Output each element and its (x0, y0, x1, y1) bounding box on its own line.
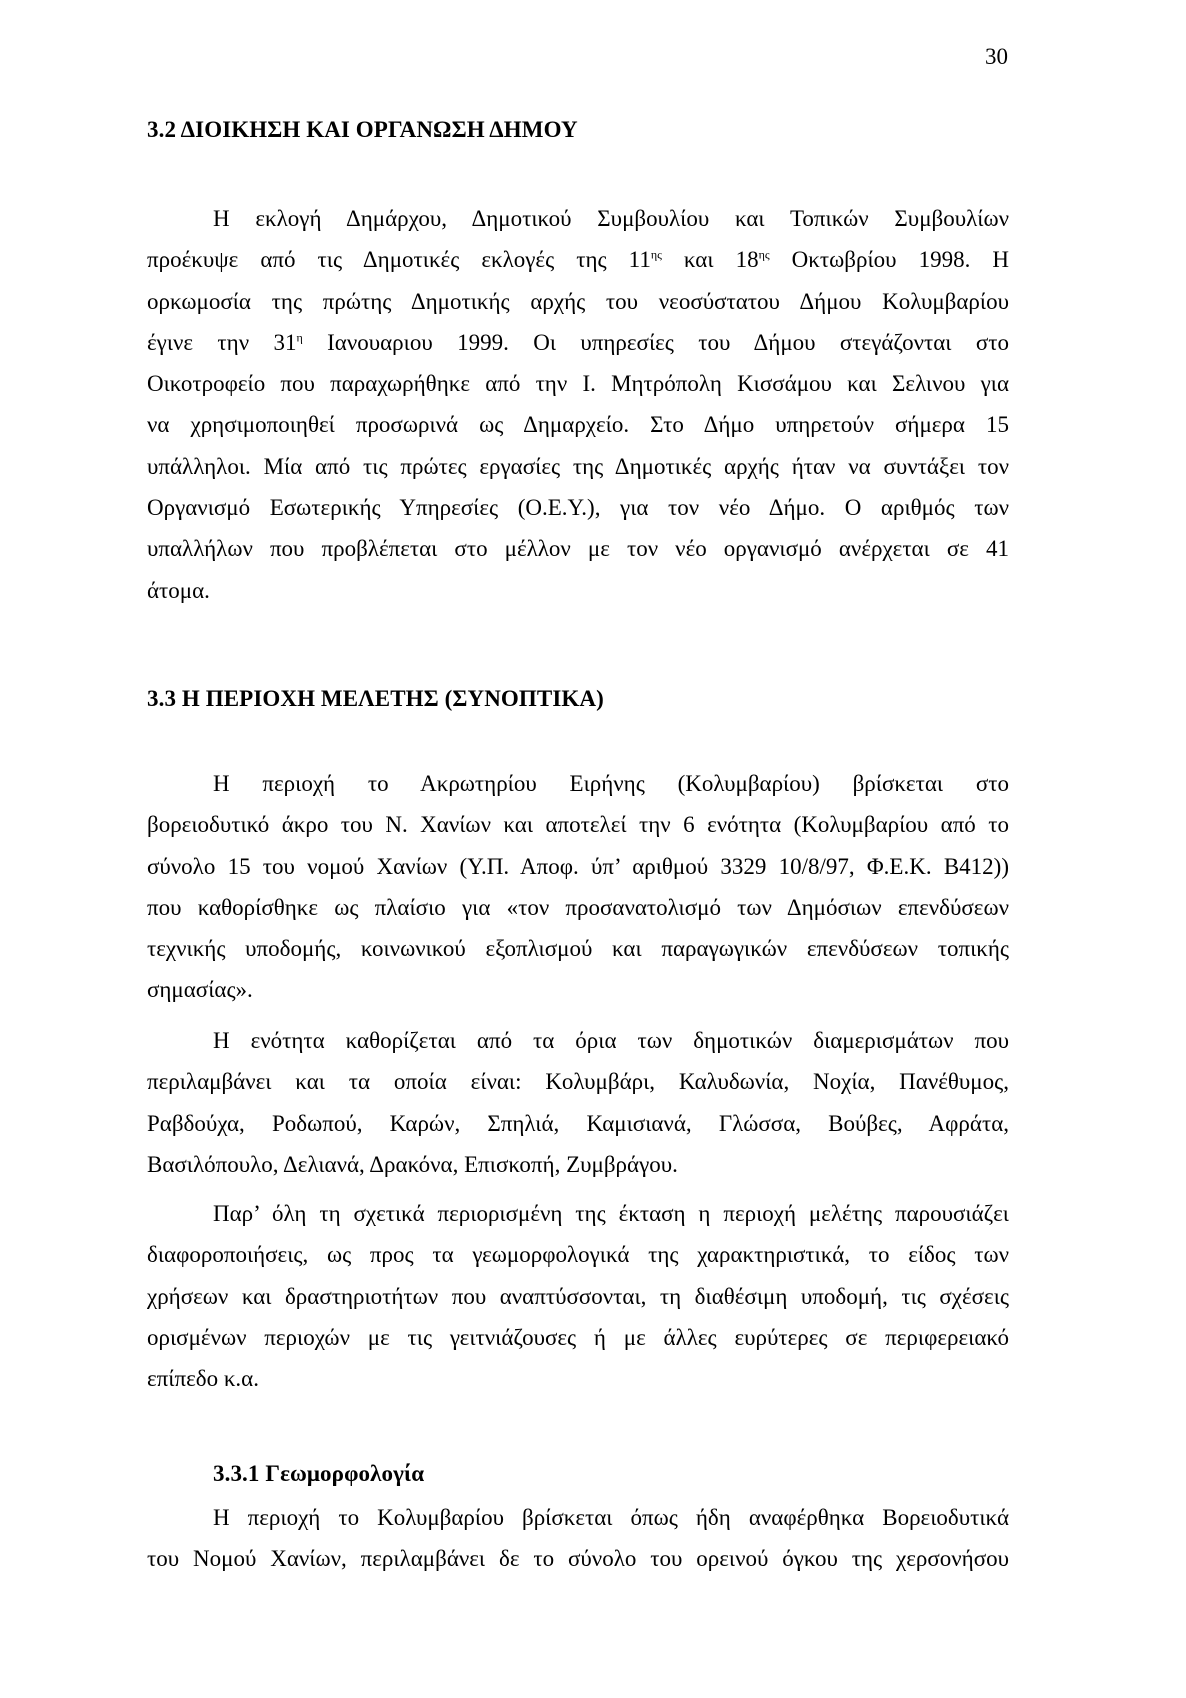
text-line: Η εκλογή Δημάρχου, Δημοτικού Συμβουλίου και Τοπικών Συμβουλίων (213, 206, 1009, 231)
text-line: Οικοτροφείο που παραχωρήθηκε από την Ι. Μητρόπολη Κισσάμου και Σελινου για (147, 371, 1009, 397)
text-line: ορκωμοσία της πρώτης Δημοτικής αρχής του νεοσύστατου Δήμου Κολυμβαρίου (147, 288, 1009, 314)
section-heading-3-2: 3.2 ΔΙΟΙΚΗΣΗ ΚΑΙ ΟΡΓΑΝΩΣΗ ΔΗΜΟΥ (147, 117, 578, 142)
text-fragment: Ιανουαριου 1999. Οι υπηρεσίες του Δήμου στεγάζονται στο (302, 329, 1009, 355)
paragraph-differentiations (147, 1193, 1009, 1399)
text-line: βορειοδυτικό άκρο του Ν. Χανίων και αποτελεί την 6 ενότητα (Κολυμβαρίου από το (147, 812, 1009, 838)
text-fragment: έγινε την 31 (147, 329, 297, 355)
text-fragment: και 18 (661, 247, 759, 273)
text-line: Βασιλόπουλο, Δελιανά, Δρακόνα, Επισκοπή, Ζυμβράγου. (147, 1151, 678, 1177)
paragraph-unit-districts (147, 1020, 1009, 1185)
text-line: σημασίας». (147, 977, 253, 1003)
page-number: 30 (985, 44, 1008, 69)
text-line: περιλαμβάνει και τα οποία είναι: Κολυμβάρι, Καλυδωνία, Νοχία, Πανέθυμος, (147, 1069, 1009, 1095)
text-line: χρήσεων και δραστηριοτήτων που αναπτύσσονται, τη διαθέσιμη υποδομή, τις σχέσεις (147, 1283, 1009, 1309)
text-line: άτομα. (147, 577, 210, 603)
section-heading-3-3: 3.3 Η ΠΕΡΙΟΧΗ ΜΕΛΕΤΗΣ (ΣΥΝΟΠΤΙΚΑ) (147, 686, 604, 711)
text-line: Παρ’ όλη τη σχετικά περιορισμένη της έκταση η περιοχή μελέτης παρουσιάζει (213, 1201, 1009, 1226)
ordinal-suffix: η (296, 330, 303, 345)
text-line: υπαλλήλων που προβλέπεται στο μέλλον με τον νέο οργανισμό ανέρχεται σε 41 (147, 536, 1009, 562)
section-heading-3-3-1: 3.3.1 Γεωμορφολογία (213, 1461, 425, 1486)
ordinal-suffix: ης (758, 247, 770, 262)
ordinal-suffix: ης (650, 247, 662, 262)
text-line: Οργανισμό Εσωτερικής Υπηρεσίες (Ο.Ε.Υ.), για τον νέο Δήμο. Ο αριθμός των (147, 495, 1009, 521)
text-line: επίπεδο κ.α. (147, 1366, 259, 1392)
text-line: υπάλληλοι. Μία από τις πρώτες εργασίες της Δημοτικές αρχής ήταν να συντάξει τον (147, 453, 1009, 479)
text-line: σύνολο 15 του νομού Χανίων (Υ.Π. Αποφ. ύπ’ αριθμού 3329 10/8/97, Φ.Ε.Κ. Β412)) (147, 853, 1009, 879)
paragraph-administration (147, 198, 1009, 611)
text-line: Η ενότητα καθορίζεται από τα όρια των δημοτικών διαμερισμάτων που (213, 1028, 1009, 1053)
text-line: του Νομού Χανίων, περιλαμβάνει δε το σύνολο του ορεινού όγκου της χερσονήσου (147, 1546, 1009, 1572)
text-line (147, 239, 1009, 280)
paragraph-geomorphology (147, 1497, 1009, 1580)
text-line: Η περιοχή το Ακρωτηρίου Ειρήνης (Κολυμβαρίου) βρίσκεται στο (213, 771, 1009, 796)
text-line: τεχνικής υποδομής, κοινωνικού εξοπλισμού και παραγωγικών επενδύσεων τοπικής (147, 936, 1009, 962)
text-line: Η περιοχή το Κολυμβαρίου βρίσκεται όπως ήδη αναφέρθηκα Βορειοδυτικά (213, 1505, 1009, 1530)
text-line: ορισμένων περιοχών με τις γειτνιάζουσες ή με άλλες ευρύτερες σε περιφερειακό (147, 1324, 1009, 1350)
text-fragment: Οκτωβρίου 1998. Η (769, 247, 1009, 273)
text-line: να χρησιμοποιηθεί προσωρινά ως Δημαρχείο. Στο Δήμο υπηρετούν σήμερα 15 (147, 412, 1009, 438)
text-line (147, 322, 1009, 363)
text-line: που καθορίσθηκε ως πλαίσιο για «τον προσανατολισμό των Δημόσιων επενδύσεων (147, 894, 1009, 920)
text-line: διαφοροποιήσεις, ως προς τα γεωμορφολογικά της χαρακτηριστικά, το είδος των (147, 1242, 1009, 1268)
paragraph-study-area (147, 763, 1009, 1011)
text-fragment: προέκυψε από τις Δημοτικές εκλογές της 11 (147, 247, 651, 273)
text-line: Ραβδούχα, Ροδωπού, Καρών, Σπηλιά, Καμισιανά, Γλώσσα, Βούβες, Αφράτα, (147, 1110, 1009, 1136)
